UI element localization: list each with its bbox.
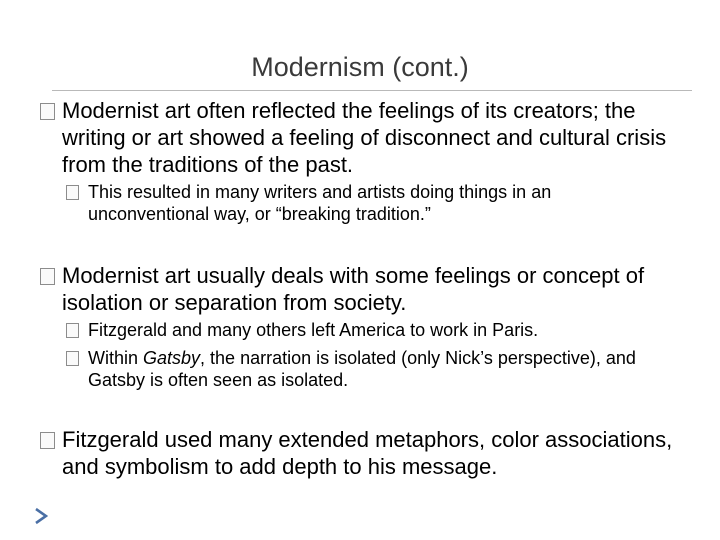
play-arrow-icon-svg	[34, 507, 48, 525]
bullet-1-sub-1-text: This resulted in many writers and artists doing things in an unconventional way, or “breaking tradition.”	[88, 182, 552, 224]
bullet-2-text: Modernist art usually deals with some feelings or concept of isolation or separation from society.	[62, 263, 645, 315]
bullet-2-sub-1	[66, 319, 706, 343]
book-title-gatsby: Gatsby	[143, 348, 201, 368]
play-arrow-icon[interactable]	[34, 507, 48, 525]
bullet-marker	[40, 426, 62, 480]
slide-title	[0, 50, 720, 84]
square-bullet-icon	[66, 323, 79, 338]
bullet-marker	[40, 262, 62, 316]
bullet-2-sub-2	[66, 347, 706, 391]
bullet-2-sub-1-text: Fitzgerald and many others left America to work in Paris.	[88, 320, 539, 340]
bullet-1-text: Modernist art often reflected the feelings of its creators; the writing or art showed a feeling of disconnect and cultural crisis from the traditions of the past.	[62, 98, 667, 177]
bullet-1	[40, 97, 690, 178]
square-bullet-icon	[40, 268, 55, 285]
bullet-1-sub-1	[66, 181, 706, 225]
square-bullet-icon	[40, 103, 55, 120]
bullet-2-sub-2-pre: Within	[88, 348, 144, 368]
square-bullet-icon	[66, 351, 79, 366]
square-bullet-icon	[66, 185, 79, 200]
bullet-2-sub-2-text	[88, 347, 663, 391]
sub-bullet-marker	[66, 319, 88, 343]
slide-title-text: Modernism (cont.)	[251, 52, 469, 82]
bullet-3	[40, 426, 690, 480]
sub-bullet-marker	[66, 347, 88, 391]
bullet-3-text: Fitzgerald used many extended metaphors, color associations, and symbolism to add depth to his message.	[62, 427, 673, 479]
bullet-marker	[40, 97, 62, 178]
bullet-2	[40, 262, 690, 316]
square-bullet-icon	[40, 432, 55, 449]
title-divider	[52, 90, 692, 91]
sub-bullet-marker	[66, 181, 88, 225]
bullet-2-sub-2-post: , the narration is isolated (only Nick’s perspective), and Gatsby is often seen as isolated.	[88, 348, 636, 390]
